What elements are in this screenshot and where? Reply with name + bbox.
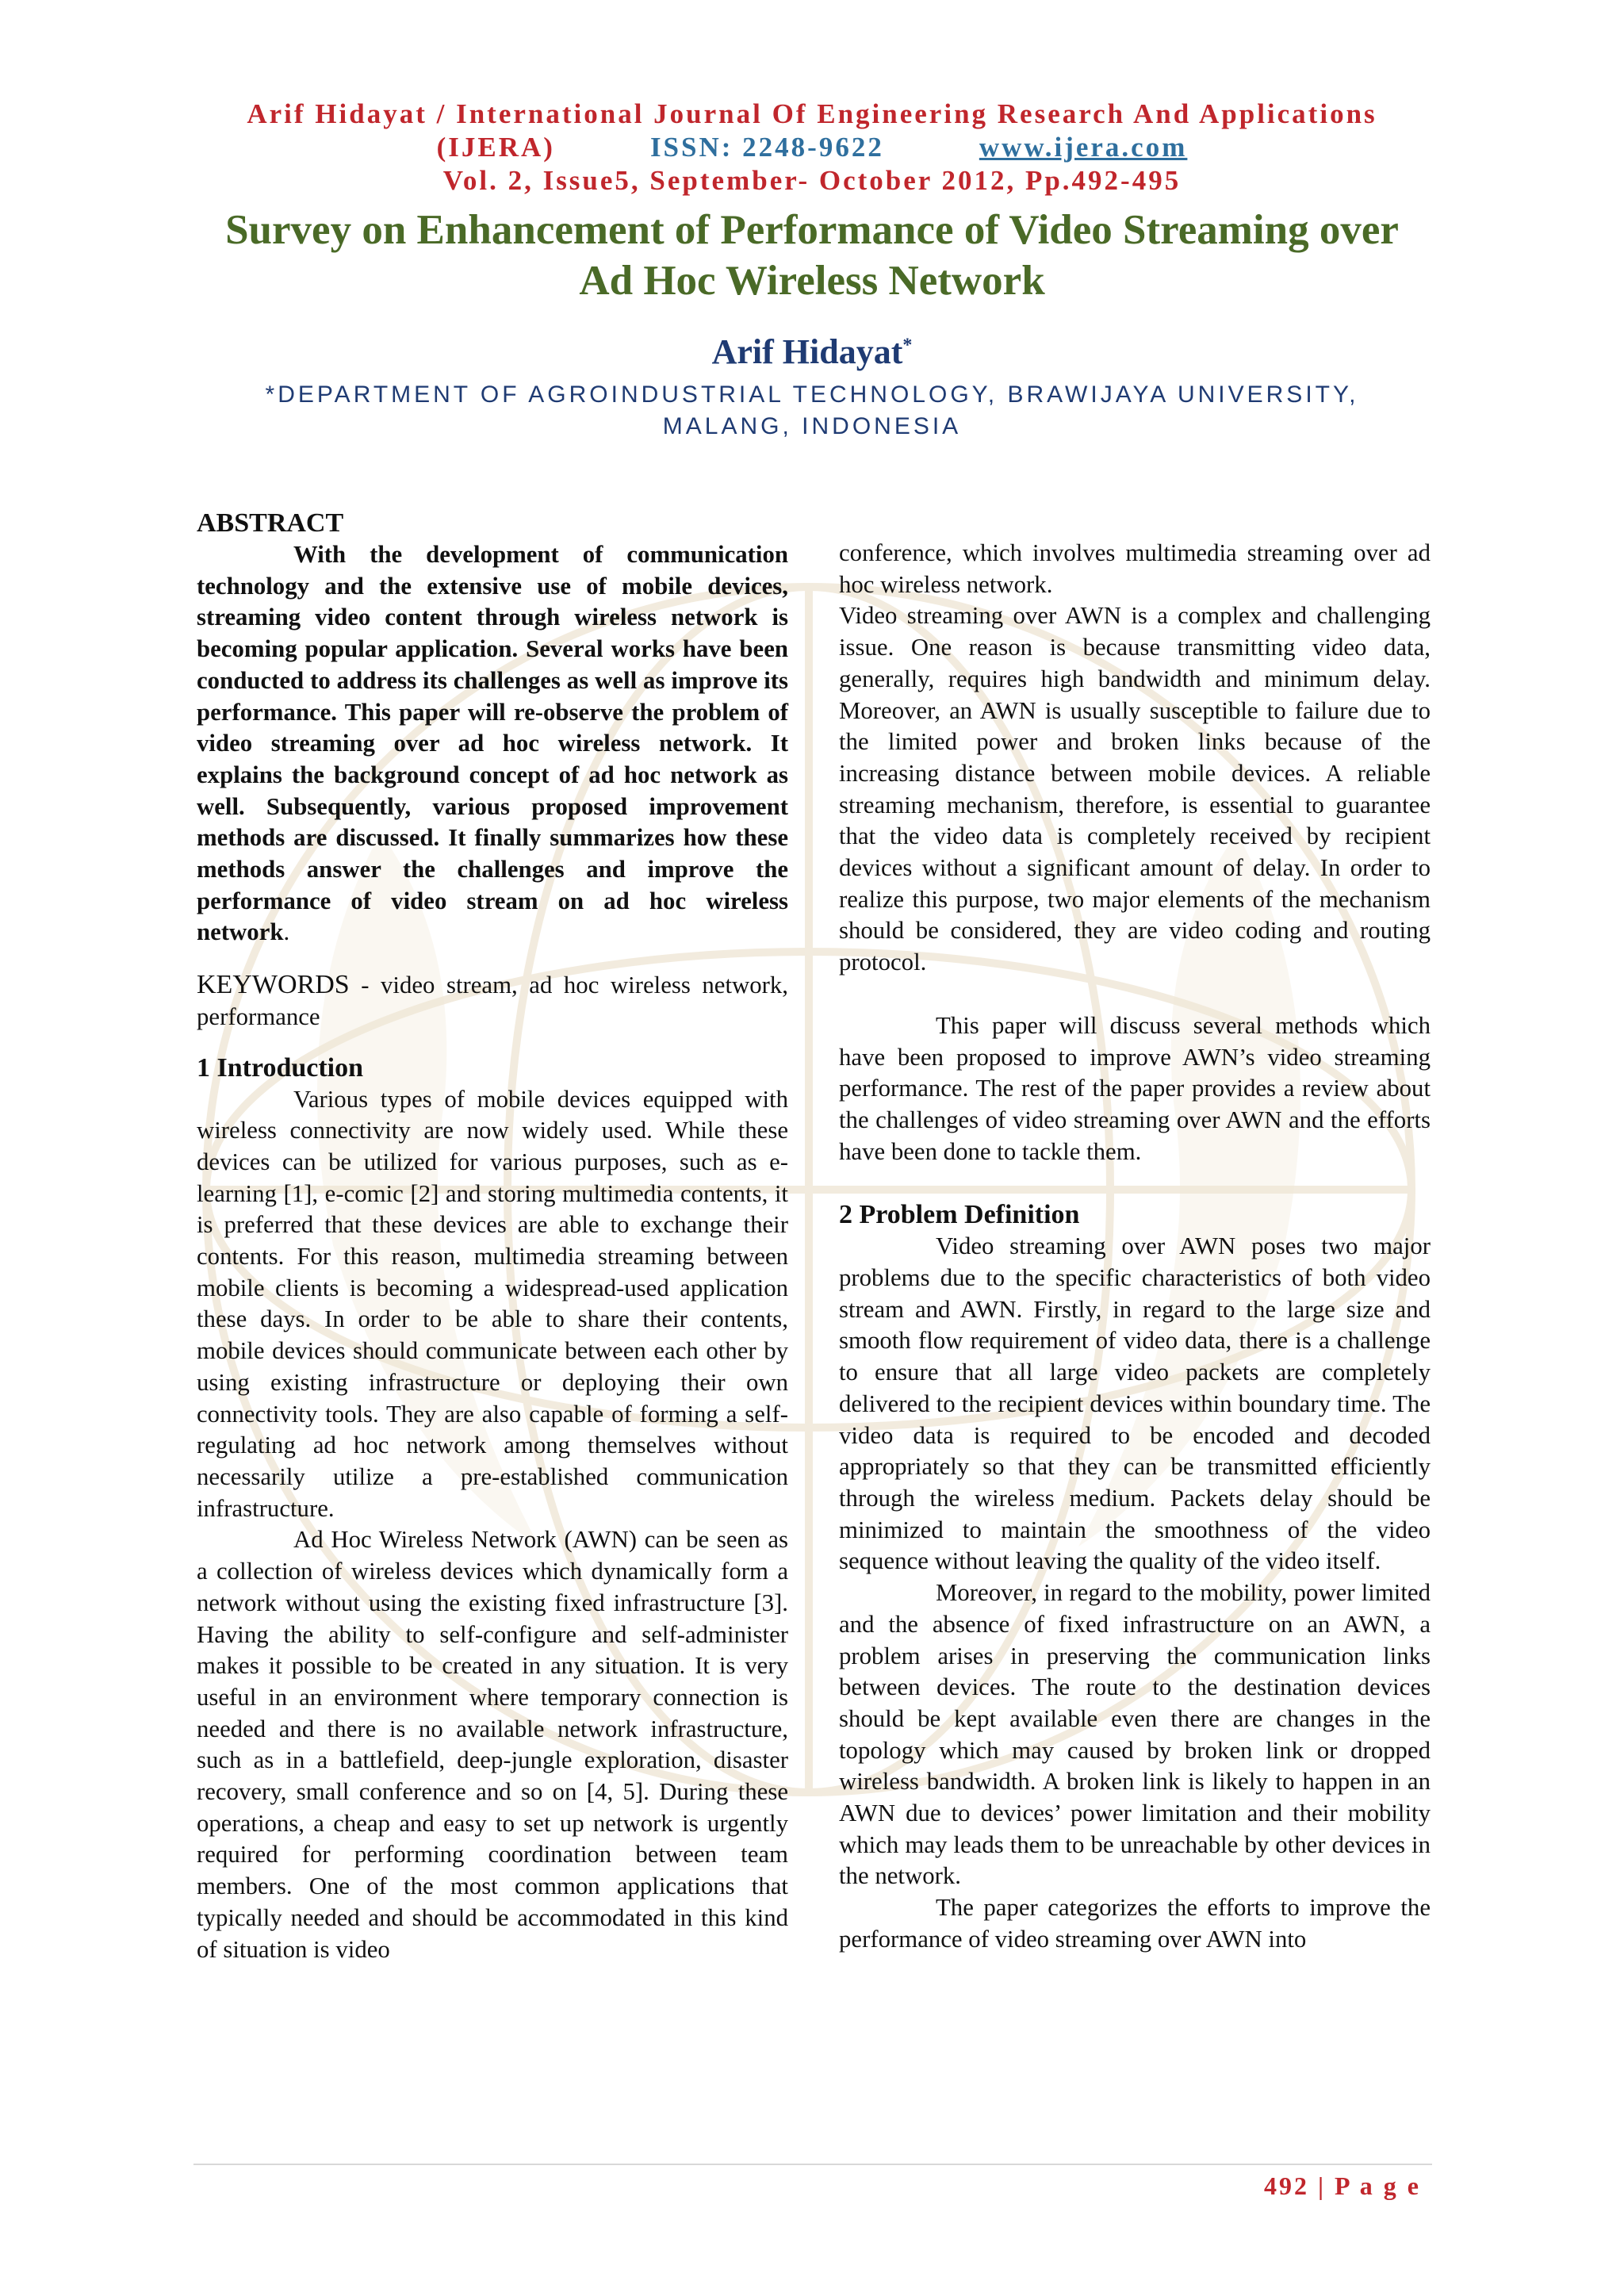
abstract-text: With the development of communication technology and the extensive use of mobile devices, streaming video content through wireless network is becoming popular application. Several works have been conducted to address its challenges as well as improve its performance. This paper will re-observe the problem of video streaming over ad hoc wireless network. It explains the background concept of ad hoc network as well. Subsequently, various proposed improvement methods are discussed. It finally summarizes how these methods answer the challenges and improve the performance of video stream on ad hoc wireless network	[197, 541, 788, 946]
paper-title-line-1: Survey on Enhancement of Performance of Video Streaming over	[225, 207, 1399, 253]
journal-header-line-1: Arif Hidayat / International Journal Of Engineering Research And Applications	[247, 98, 1377, 129]
right-column	[839, 538, 1431, 1956]
problem-definition-heading: 2 Problem Definition	[839, 1200, 1080, 1230]
problem-paragraph-1: Video streaming over AWN poses two major problems due to the specific characteristics of both video stream and AWN. Firstly, in regard to the large size and smooth flow requirement of video data, there is a challenge to ensure that all large video packets are completely delivered to the recipient devices within boundary time. The video data is required to be encoded and decoded appropriately so that they can be transmitted efficiently through the wireless medium. Packets delay should be minimized to maintain the smoothness of the video sequence without leaving the quality of the video itself.	[839, 1232, 1431, 1575]
paper-title-line-2: Ad Hoc Wireless Network	[579, 258, 1045, 304]
page-number: 492 | P a g e	[1263, 2171, 1421, 2200]
journal-header-line-2	[0, 132, 1624, 163]
author-affiliation-mark: *	[902, 335, 913, 356]
introduction-paragraph-2: Ad Hoc Wireless Network (AWN) can be seen as a collection of wireless devices which dynamically form a network without using the existing fixed infrastructure [3]. Having the ability to self-configure and self-administer makes it possible to be created in any situation. It is very useful in an environment where temporary connection is needed and there is no available network infrastructure, such as in a battlefield, deep-jungle exploration, disaster recovery, small conference and so on [4, 5]. During these operations, a cheap and easy to set up network is urgently required for performing coordination between team members. One of the most common applications that typically needed and should be accommodated in this kind of situation is video	[197, 1526, 788, 1963]
problem-paragraph-3: The paper categorizes the efforts to improve the performance of video streaming over AWN into	[839, 1894, 1431, 1953]
introduction-paragraph-1: Various types of mobile devices equipped with wireless connectivity are now widely used. While these devices can be utilized for various purposes, such as e-learning [1], e-comic [2] and storing multimedia contents, it is preferred that these devices are able to exchange their contents. For this reason, multimedia streaming between mobile clients is becoming a widespread-used application these days. In order to be able to share their contents, mobile devices should communicate between each other by using existing infrastructure or deploying their own connectivity tools. They are also capable of forming a self-regulating ad hoc network among themselves without necessarily utilize a pre-established communication infrastructure.	[197, 1085, 788, 1522]
author-name	[0, 332, 1624, 372]
author-name-text: Arif Hidayat	[711, 332, 903, 371]
journal-abbreviation: (IJERA)	[436, 132, 555, 163]
issn: ISSN: 2248-9622	[649, 132, 884, 163]
abstract-paragraph	[197, 539, 788, 949]
abstract-heading: ABSTRACT	[197, 508, 344, 538]
introduction-heading: 1 Introduction	[197, 1052, 364, 1083]
keywords-text: - video stream, ad hoc wireless network, performance	[197, 972, 788, 1030]
abstract-end-mark: .	[283, 918, 290, 946]
footer-divider	[193, 2164, 1432, 2165]
author-affiliation: *DEPARTMENT OF AGROINDUSTRIAL TECHNOLOGY, BRAWIJAYA UNIVERSITY, MALANG, INDONESIA	[265, 381, 1359, 439]
left-column	[197, 508, 788, 1965]
problem-paragraph-2: Moreover, in regard to the mobility, power limited and the absence of fixed infrastructure on an AWN, a problem arises in preserving the communication links between devices. The route to the destination devices should be kept available even there are changes in the topology which may caused by broken link or dropped wireless bandwidth. A broken link is likely to happen in an AWN due to devices’ power limitation and their mobility which may leads them to be unreachable by other devices in the network.	[839, 1579, 1431, 1890]
introduction-paragraph-3: Video streaming over AWN is a complex and challenging issue. One reason is because transmitting video data, generally, requires high bandwidth and minimum delay. Moreover, an AWN is usually susceptible to failure due to the limited power and broken links because of the increasing distance between mobile devices. A reliable streaming mechanism, therefore, is essential to guarantee that the video data is completely received by recipient devices without a significant amount of delay. In order to realize this purpose, two major elements of the mechanism should be considered, they are video coding and routing protocol.	[839, 602, 1431, 976]
keywords-paragraph	[197, 969, 788, 1033]
introduction-paragraph-4: This paper will discuss several methods which have been proposed to improve AWN’s video streaming performance. The rest of the paper provides a review about the challenges of video streaming over AWN and the efforts have been done to tackle them.	[839, 1011, 1431, 1165]
journal-volume-line: Vol. 2, Issue5, September- October 2012, Pp.492-495	[442, 165, 1182, 196]
paper-title	[0, 205, 1624, 306]
keywords-label: KEYWORDS	[197, 970, 350, 1000]
introduction-paragraph-2-continued: conference, which involves multimedia streaming over ad hoc wireless network.	[839, 539, 1431, 598]
journal-url-link[interactable]: www.ijera.com	[979, 132, 1188, 163]
